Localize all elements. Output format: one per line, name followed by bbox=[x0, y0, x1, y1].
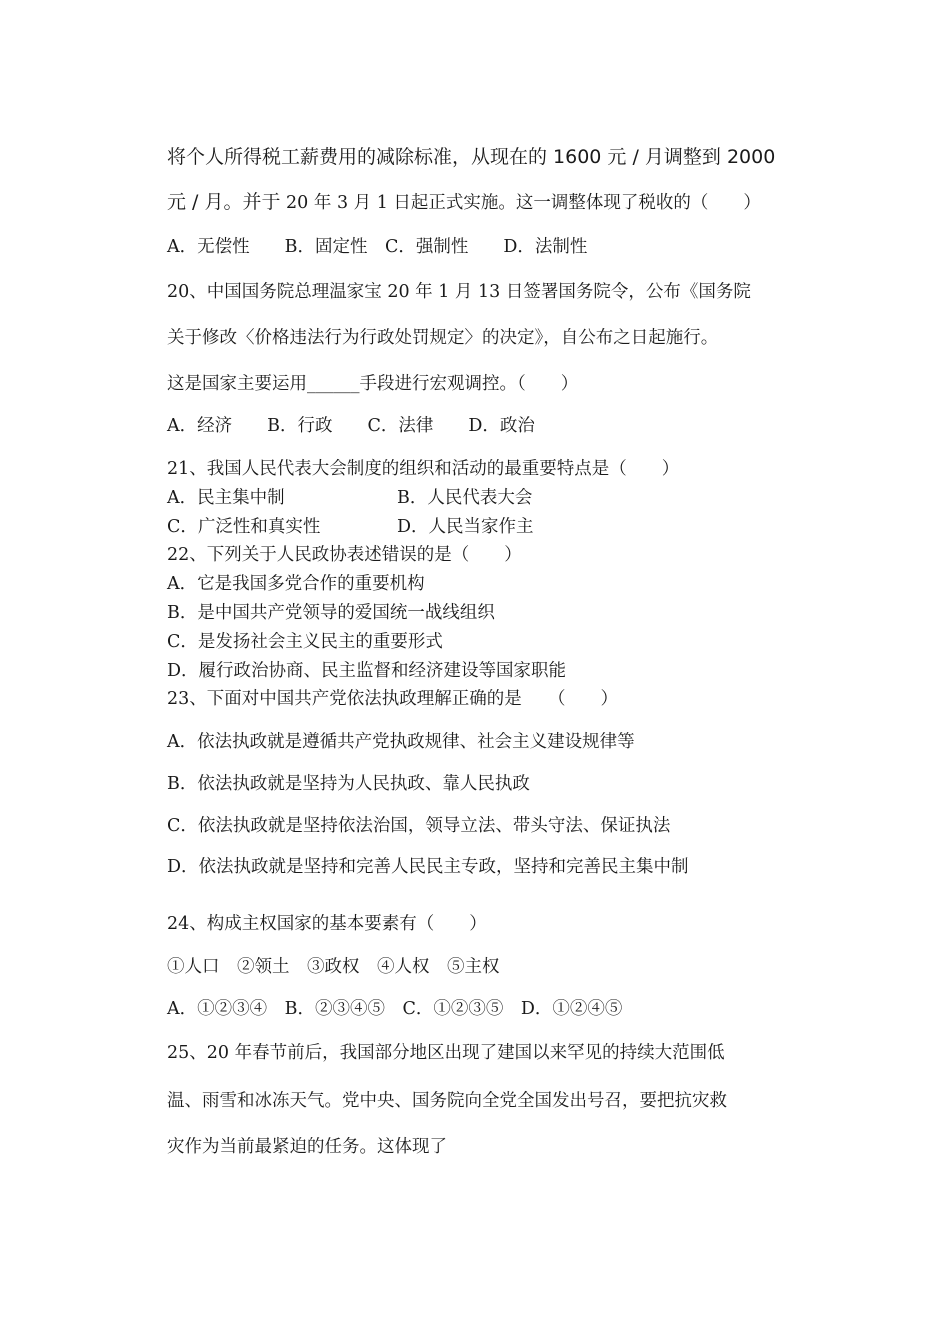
q21-option-d: D．人民当家作主 bbox=[397, 517, 534, 537]
q24-options: A．①②③④ B．②③④⑤ C．①②③⑤ D．①②④⑤ bbox=[167, 999, 623, 1019]
q19-line-2-sans: 元 / 月。并于 bbox=[167, 191, 281, 213]
q25-line-3: 灾作为当前最紧迫的任务。这体现了 bbox=[167, 1137, 447, 1157]
q21-options-row-1 bbox=[167, 487, 533, 509]
q21-options-row-2 bbox=[167, 516, 534, 538]
q19-line-2-rest: 20 年 3 月 1 日起正式实施。这一调整体现了税收的（ ） bbox=[280, 193, 761, 213]
q21-option-c: C．广泛性和真实性 bbox=[167, 517, 321, 537]
q22-option-a: A．它是我国多党合作的重要机构 bbox=[167, 574, 425, 594]
q24-items: ①人口 ②领土 ③政权 ④人权 ⑤主权 bbox=[167, 957, 500, 977]
q24-stem: 24、构成主权国家的基本要素有（ ） bbox=[167, 914, 487, 934]
q20-options: A．经济 B．行政 C．法律 D．政治 bbox=[167, 416, 535, 436]
q23-option-a: A．依法执政就是遵循共产党执政规律、社会主义建设规律等 bbox=[167, 732, 635, 752]
q21-stem: 21、我国人民代表大会制度的组织和活动的最重要特点是（ ） bbox=[167, 459, 680, 479]
q20-line-3: 这是国家主要运用______手段进行宏观调控。（ ） bbox=[167, 374, 579, 394]
q21-option-b: B．人民代表大会 bbox=[397, 488, 533, 508]
q19-line-1: 将个人所得税工薪费用的减除标准，从现在的 1600 元 / 月调整到 2000 bbox=[167, 146, 776, 168]
q21-option-a: A．民主集中制 bbox=[167, 488, 285, 508]
q20-line-2: 关于修改〈价格违法行为行政处罚规定〉的决定》，自公布之日起施行。 bbox=[167, 328, 719, 348]
q22-stem: 22、下列关于人民政协表述错误的是（ ） bbox=[167, 545, 522, 565]
q25-line-1: 25、20 年春节前后，我国部分地区出现了建国以来罕见的持续大范围低 bbox=[167, 1043, 725, 1063]
q23-stem: 23、下面对中国共产党依法执政理解正确的是 （ ） bbox=[167, 689, 619, 709]
q23-option-b: B．依法执政就是坚持为人民执政、靠人民执政 bbox=[167, 774, 530, 794]
q20-line-1: 20、中国国务院总理温家宝 20 年 1 月 13 日签署国务院令，公布《国务院 bbox=[167, 282, 751, 302]
q25-line-2: 温、雨雪和冰冻天气。党中央、国务院向全党全国发出号召，要把抗灾救 bbox=[167, 1091, 727, 1111]
q19-options: A．无偿性 B．固定性 C．强制性 D．法制性 bbox=[167, 237, 588, 257]
q19-line-2 bbox=[167, 191, 761, 214]
q23-option-c: C．依法执政就是坚持依法治国，领导立法、带头守法、保证执法 bbox=[167, 816, 671, 836]
q22-option-d: D．履行政治协商、民主监督和经济建设等国家职能 bbox=[167, 661, 567, 681]
q22-option-c: C．是发扬社会主义民主的重要形式 bbox=[167, 632, 443, 652]
q22-option-b: B．是中国共产党领导的爱国统一战线组织 bbox=[167, 603, 495, 623]
q23-option-d: D．依法执政就是坚持和完善人民民主专政，坚持和完善民主集中制 bbox=[167, 857, 689, 877]
